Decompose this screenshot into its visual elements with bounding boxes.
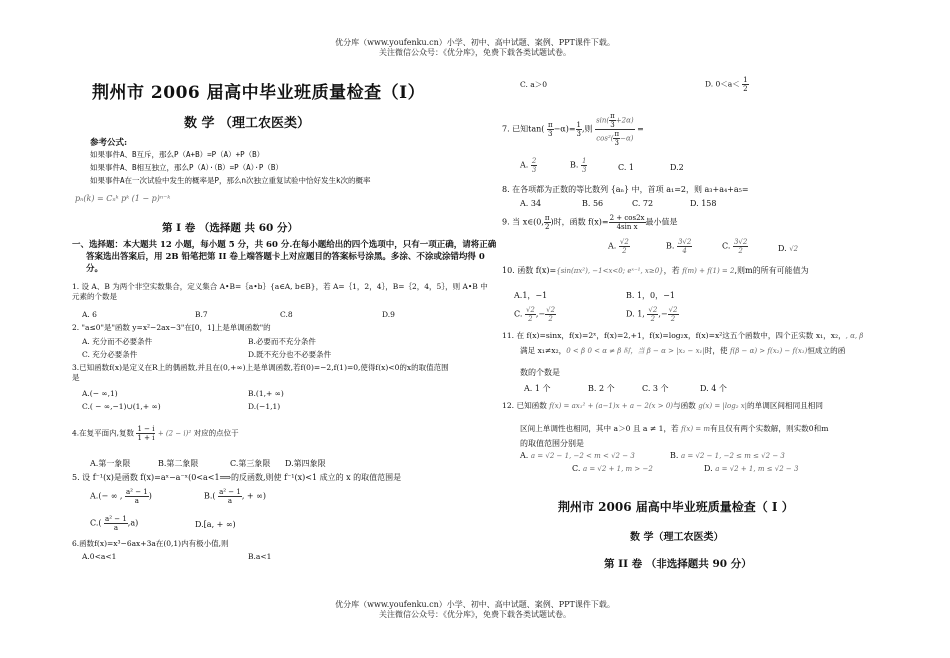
q7-b-num: 1	[581, 157, 587, 165]
q3-option-c: C.( − ∞,−1)∪(1,+ ∞)	[82, 402, 161, 411]
q6-option-d-label: D. 0＜a＜	[705, 79, 740, 89]
q7-angle-fraction	[547, 121, 554, 138]
q7-cos-frac-num: π	[614, 130, 620, 138]
q6-option-d	[705, 76, 749, 93]
q12-d: 区间上单调性也相同，其中 a＞0 且 a ≠ 1，若	[520, 424, 679, 433]
footer-line-1: 优分库（www.youfenku.cn）小学、初中、高中试题、案例、PPT课件下载。	[335, 600, 615, 609]
q12-g: g(x) = |log₂ x|	[698, 402, 748, 410]
binomial-formula: pₙ(k) = Cₙᵏ pᵏ (1 − p)ⁿ⁻ᵏ	[75, 194, 171, 203]
q12-option-b-label: B.	[670, 451, 679, 460]
header-line-2: 关注微信公众号：《优分库》，免费下载各类试题试卷。	[379, 48, 571, 57]
question-1: 1. 设 A、B 为两个非空实数集合，定义集合 A•B=｛a•b｝{a∈A, b∈B}，若 A=｛1，2，4｝，B=｛2，4，5｝，则 A•B 中元素的个数是	[72, 282, 488, 301]
q6-option-c: C. a＞0	[520, 80, 547, 89]
q9-c-frac	[733, 238, 748, 255]
q9-b-num: 3√2	[677, 238, 692, 246]
q7-option-a-label: A.	[520, 160, 529, 170]
q7-numerator	[595, 112, 634, 130]
q11-c: 时，使	[704, 346, 728, 355]
q9-option-d-label: D.	[778, 244, 787, 253]
q3-option-b: B.(1,+ ∞)	[248, 389, 284, 398]
q4-text: 4.在复平面内,复数	[72, 428, 135, 438]
q7-denominator	[595, 130, 634, 147]
q11-option-d: D. 4 个	[700, 384, 727, 393]
q12-option-a-label: A.	[520, 451, 529, 460]
q10-d-num-2: √2	[668, 306, 678, 314]
q1-option-a: A. 6	[82, 310, 97, 319]
q11-line-3: 数的个数是	[520, 368, 560, 377]
q5-b-close: , + ∞)	[241, 491, 266, 501]
q5-option-c-fraction	[104, 515, 128, 532]
q4-square-term: + (2 − i)²	[157, 429, 192, 438]
q7-option-b	[570, 157, 587, 174]
q10-d-den-2: 2	[670, 315, 676, 323]
q2-option-a: A. 充分而不必要条件	[82, 337, 153, 346]
q10-option-c	[514, 306, 556, 323]
q10-c-minus: −	[538, 309, 546, 319]
q4-option-b: B.第二象限	[158, 459, 199, 468]
q11-option-a: A. 1 个	[524, 384, 551, 393]
q11-cond: 0 < α ≠ β 时，当 β − α > |x₂ − x₁|	[587, 347, 705, 355]
q1-option-d: D.9	[382, 310, 395, 319]
q9-pi-den: 2	[544, 223, 550, 231]
q5-option-a	[90, 488, 152, 505]
q5-a-num: a² − 1	[125, 488, 148, 496]
q5-option-a-fraction	[125, 488, 149, 505]
q1-option-b: B.7	[195, 310, 208, 319]
q5-option-c	[90, 515, 138, 532]
q5-c-den: a	[113, 524, 119, 532]
q7-text: 7. 已知tan(	[502, 124, 545, 134]
q9-option-b	[666, 238, 692, 255]
q9-option-b-label: B.	[666, 241, 675, 251]
page-footer	[0, 600, 950, 620]
formula-line-2: 如果事件A、B相互独立，那么P（A）·（B）=P（A）·P（B）	[90, 163, 283, 172]
q7-angle-den: 3	[548, 130, 553, 138]
q4-tail: 对应的点位于	[193, 428, 239, 438]
question-11	[502, 330, 863, 342]
q5-option-b	[204, 488, 266, 505]
q7-sin-frac-num: π	[610, 112, 615, 120]
page-header	[0, 38, 950, 58]
q11-text: 11. 在 f(x)=sinx，f(x)=2ˣ，f(x)=2,+1，f(x)=log₂x，f(x)=x²这五个函数中，四个正实数 x₁，x₂，	[502, 331, 846, 340]
q12-line-3: 的取值范围分别是	[520, 439, 584, 448]
header-line-1: 优分库（www.youfenku.cn）小学、初中、高中试题、案例、PPT课件下载。	[335, 38, 615, 47]
exam-title: 荆州市 2006 届高中毕业班质量检查（I）	[92, 83, 426, 103]
q7-third-num: 1	[576, 121, 581, 129]
q7-cos-tail: −α)	[620, 134, 634, 143]
q7-option-d: D.2	[670, 163, 684, 172]
q10-d-frac	[647, 306, 658, 323]
q11-b: 满足 x₁≠x₂，	[520, 346, 567, 355]
q10-c-num-2: √2	[546, 306, 556, 314]
q5-a-close: )	[148, 491, 152, 501]
q4-option-c: C.第三象限	[230, 459, 271, 468]
q11-option-c: C. 3 个	[642, 384, 669, 393]
q7-sin-frac	[609, 112, 616, 129]
q7-b-den: 3	[581, 166, 587, 174]
question-5: 5. 设 f⁻¹(x)是函数 f(x)=aˣ−a⁻ˣ(0<a<1⟹的反函数,则使 f⁻¹(x)<1 成立的 x 的取值范围是	[72, 473, 402, 482]
q7-minus-alpha: −α)=	[553, 124, 576, 134]
q10-d-sep: ,	[658, 309, 661, 319]
q5-option-c-label: C.(	[90, 518, 102, 528]
q10-text: 10. 函数 f(x)=	[502, 266, 557, 275]
q8-option-d: D. 158	[690, 199, 717, 208]
q10-c-den-2: 2	[548, 315, 553, 323]
q10-c-sep: ,	[535, 309, 539, 319]
q12-f: f(x) = ax₁² + (a−1)x + a − 2(x > 0)	[549, 402, 673, 410]
q10-option-b: B. 1，0，−1	[626, 291, 675, 300]
q9-option-d	[778, 243, 798, 255]
q8-option-c: C. 72	[632, 199, 654, 208]
q10-d-den: 2	[650, 315, 656, 323]
q12-option-c-label: C.	[572, 464, 581, 473]
q7-option-a	[520, 157, 537, 174]
q9-mid: )时，函数 f(x)=	[550, 217, 609, 227]
q7-option-c: C. 1	[618, 163, 635, 172]
q7-sin-frac-den: 3	[610, 121, 615, 129]
q4-fraction-numerator: 1 − i	[137, 425, 155, 433]
q10-d-minus: −	[660, 309, 668, 319]
q4-fraction-denominator: 1 + i	[137, 434, 155, 442]
q7-equals: =	[637, 124, 644, 134]
q12-line-2	[520, 423, 828, 435]
q12-option-c	[572, 463, 653, 475]
q12-option-b	[670, 450, 785, 462]
q6-option-a: A.0<a<1	[82, 552, 117, 561]
q9-a-frac	[619, 238, 630, 255]
q11-alpha-beta: , α, β	[845, 332, 864, 340]
q12-option-d	[704, 463, 798, 475]
q6-option-d-fraction	[742, 76, 748, 93]
q9-f-num: 2 + cos2x	[609, 214, 645, 222]
q12-option-a	[520, 450, 635, 462]
q11-option-b: B. 2 个	[588, 384, 615, 393]
q9-pi-fraction	[544, 214, 551, 231]
q9-b-frac	[677, 238, 692, 255]
q9-a-num: √2	[619, 238, 629, 246]
q10-condition: f(m) + f(1) = 2	[682, 267, 735, 275]
q9-option-a-label: A.	[608, 241, 617, 251]
q10-option-a: A.1，−1	[514, 291, 548, 300]
q4-fraction	[136, 425, 155, 442]
q10-c-frac	[525, 306, 536, 323]
q12-d-value: a = √2 + 1, m ≤ √2 − 3	[715, 465, 799, 473]
q9-option-c-label: C.	[722, 241, 731, 251]
part2-heading: 第 II 卷 （非选择题共 90 分）	[604, 558, 752, 570]
q7-cos-frac-den: 3	[614, 139, 620, 147]
q10-option-d-label: D. 1,	[626, 309, 645, 319]
q3-option-d: D.(−1,1)	[248, 402, 281, 411]
question-4	[72, 425, 239, 442]
q12-e: 有且仅有两个实数解，则实数0和m	[710, 424, 829, 433]
q7-angle-num: π	[547, 121, 553, 129]
q9-option-a	[608, 238, 630, 255]
part1-instructions: 一、选择题：本大题共 12 小题，每小题 5 分，共 60 分.在每小题给出的四个选项中，只有一项正确，请将正确答案选出答案后，用 2B 铅笔把第 II 卷上端答题卡上对应题目的答案标号涂黑。多涂、不涂或涂错均得 0 分。	[72, 240, 497, 274]
formula-line-3: 如果事件A在一次试验中发生的概率是P，那么n次独立重复试验中恰好发生k次的概率	[90, 176, 371, 185]
q10-d-frac-2	[668, 306, 679, 323]
q10-piecewise: {sin(πx²), −1<x<0; eˣ⁻¹, x≥0}	[556, 267, 664, 275]
q5-option-b-fraction	[218, 488, 242, 505]
q10-tail2: ,则m的所有可能值为	[734, 266, 809, 275]
q7-a-num: 2	[531, 157, 537, 165]
question-8: 8. 在各项都为正数的等比数列 {aₙ} 中，首项 a₁=2，则 a₃+a₄+a₅=	[502, 185, 749, 194]
q12-b-value: a = √2 − 1, −2 ≤ m ≤ √2 − 3	[680, 452, 785, 460]
q7-option-b-frac	[581, 157, 587, 174]
q6-d-num: 1	[743, 76, 748, 84]
q7-option-b-label: B.	[570, 160, 579, 170]
q4-option-a: A.第一象限	[90, 459, 131, 468]
q4-option-d: D.第四象限	[285, 459, 326, 468]
q9-a-den: 2	[622, 247, 627, 255]
q7-main-fraction	[595, 112, 634, 147]
formula-line-1: 如果事件A、B互斥，那么P（A+B）=P（A）+P（B）	[90, 150, 265, 159]
question-10	[502, 265, 809, 277]
q7-cos: cos²(	[596, 134, 614, 143]
q5-c-close: ,a)	[127, 518, 139, 528]
q5-option-d: D.[a, + ∞)	[195, 520, 236, 529]
q5-b-den: a	[227, 497, 233, 505]
q9-f-den: 4sin x	[616, 223, 638, 231]
q12-option-d-label: D.	[704, 464, 713, 473]
q7-third-den: 3	[576, 130, 581, 138]
q8-option-b: B. 56	[582, 199, 604, 208]
q5-option-b-label: B.(	[204, 491, 216, 501]
q11-line-2	[520, 345, 845, 357]
q12-c-value: a = √2 + 1, m > −2	[582, 465, 653, 473]
q10-option-c-label: C.	[514, 309, 523, 319]
exam-subject: 数 学 （理工农医类）	[184, 116, 311, 131]
q6-d-den: 2	[743, 85, 748, 93]
q6-option-b: B.a<1	[248, 552, 272, 561]
q7-a-den: 3	[531, 166, 537, 174]
q10-c-num: √2	[525, 306, 535, 314]
q12-h: f(x) = m	[681, 425, 711, 433]
q12-a-value: a = √2 − 1, −2 < m < √2 − 3	[530, 452, 635, 460]
question-7	[502, 112, 644, 147]
q9-text: 9. 当 x∈(0,	[502, 217, 544, 227]
q2-option-b: B.必要而不充分条件	[248, 337, 316, 346]
q5-option-a-label: A.(− ∞ ,	[90, 491, 123, 501]
q3-option-a: A.(− ∞,1)	[82, 389, 118, 398]
q7-option-a-frac	[531, 157, 537, 174]
formula-heading: 参考公式:	[90, 138, 128, 148]
q9-pi-num: π	[544, 214, 550, 222]
q11-beta: 0 < β	[566, 347, 586, 355]
q12-b: 与函数	[673, 401, 696, 410]
question-6: 6.函数f(x)=x³−6ax+3a在(0,1)内有极小值,则	[72, 539, 229, 548]
q8-option-a: A. 34	[520, 199, 542, 208]
question-3: 3.已知函数f(x)是定义在R上的偶函数,并且在(0,+∞)上是单调函数,若f(0)=−2,f(1)=0,使得f(x)<0的x的取值范围是	[72, 363, 449, 382]
question-12	[502, 400, 823, 412]
q11-d: 恒成立的函	[807, 346, 846, 355]
q5-b-num: a² − 1	[219, 488, 241, 496]
q9-option-c	[722, 238, 748, 255]
q5-a-den: a	[134, 497, 139, 505]
q10-tail: ，若	[663, 266, 680, 275]
q7-sin-tail: +2α)	[615, 116, 634, 125]
question-9	[502, 214, 678, 231]
q11-ineq: f(β − α) > f(x₂) − f(x₁)	[729, 347, 808, 355]
q7-then: ,则	[582, 124, 593, 134]
q10-c-den: 2	[528, 315, 533, 323]
q9-c-num: 3√2	[733, 238, 748, 246]
q12-text: 12. 已知函数	[502, 401, 547, 410]
q12-c: 的单调区间相同且相同	[747, 401, 823, 410]
part2-exam-title: 荆州市 2006 届高中毕业班质量检查（ I ）	[558, 500, 794, 514]
question-2: 2. "a≤0"是"函数 y=x²−2ax−3"在[0，1]上是单调函数"的	[72, 323, 271, 332]
q5-c-num: a² − 1	[105, 515, 127, 523]
part1-heading: 第 I 卷 （选择题 共 60 分）	[162, 222, 298, 234]
footer-line-2: 关注微信公众号：《优分库》，免费下载各类试题试卷。	[379, 610, 571, 619]
part2-subject: 数 学（理工农医类）	[630, 532, 724, 543]
q2-option-d: D.既不充分也不必要条件	[248, 350, 332, 359]
q1-option-c: C.8	[280, 310, 293, 319]
q9-function-fraction	[609, 214, 646, 231]
q10-c-frac-2	[545, 306, 556, 323]
q9-b-den: 4	[682, 247, 687, 255]
q10-d-num: √2	[648, 306, 658, 314]
q10-option-d	[626, 306, 679, 323]
q7-sin: sin(	[596, 116, 610, 125]
q9-c-den: 2	[738, 247, 743, 255]
q2-option-c: C. 充分必要条件	[82, 350, 138, 359]
q9-d-value: √2	[789, 245, 799, 253]
q9-tail: 最小值是	[645, 217, 678, 227]
